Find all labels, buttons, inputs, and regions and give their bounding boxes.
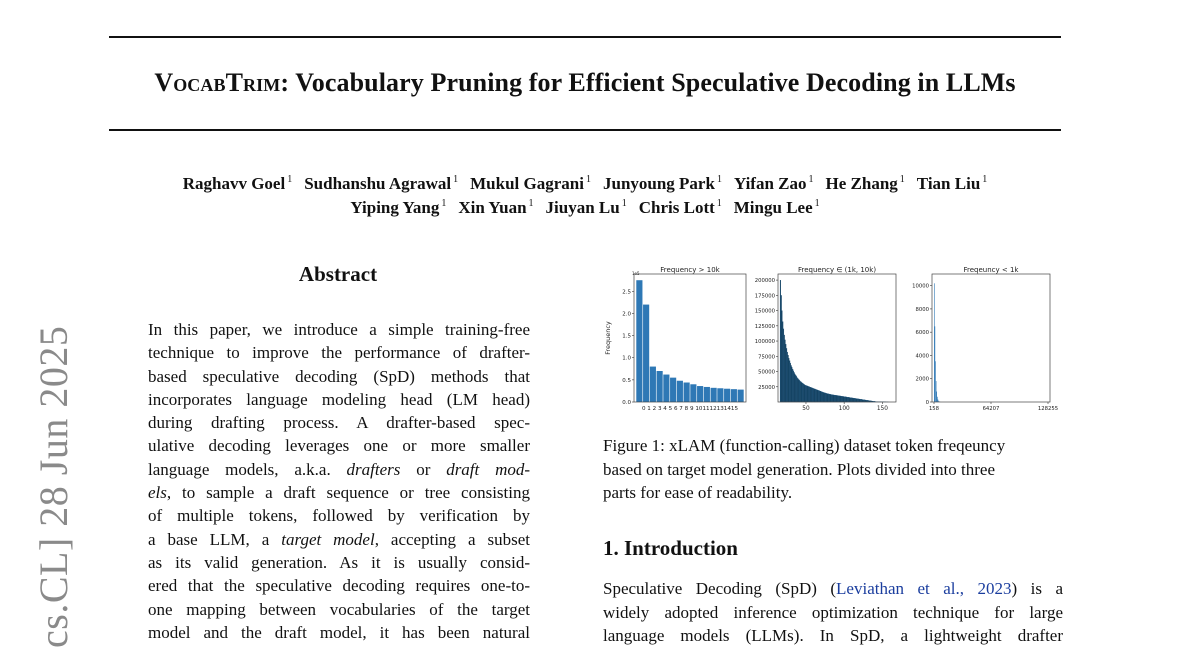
author-affiliation-mark: 1	[453, 174, 459, 186]
abstract-line: language models, a.k.a. drafters or draft mod-	[148, 459, 531, 479]
y-tick-label: 2.5	[622, 289, 631, 296]
author-name	[546, 198, 627, 217]
author-name-text: Sudhanshu Agrawal	[304, 174, 452, 193]
x-tick-label: 150	[876, 406, 888, 412]
intro-line	[603, 577, 1063, 601]
bar	[677, 381, 683, 402]
author-affiliation-mark: 1	[287, 174, 293, 186]
author-name-text: Raghavv Goel	[182, 174, 286, 193]
bar	[738, 390, 744, 402]
author-row-1	[109, 174, 1061, 194]
bar	[704, 387, 710, 402]
bar	[724, 389, 730, 402]
author-name-text: Jiuyan Lu	[545, 198, 620, 217]
y-tick-label: 2000	[915, 376, 929, 383]
intro-line	[603, 601, 1063, 625]
author-name	[458, 198, 533, 217]
plot-frame	[932, 274, 1050, 402]
arxiv-stamp: cs.CL] 28 Jun 2025	[31, 325, 76, 648]
author-affiliation-mark: 1	[814, 198, 820, 210]
author-name-text: Xin Yuan	[458, 198, 527, 217]
bar	[697, 386, 703, 402]
author-name-text: Chris Lott	[638, 198, 715, 217]
bar	[684, 383, 690, 402]
chart-panel-frequency-1k-10k	[755, 266, 896, 412]
bar	[650, 367, 656, 402]
author-name	[917, 174, 987, 193]
figure-caption	[603, 434, 1063, 505]
bar	[936, 381, 937, 402]
caption-line: parts for ease of readability.	[603, 483, 793, 502]
author-name-text: Mingu Lee	[733, 198, 813, 217]
abstract-line: of multiple tokens, followed by verification by	[148, 506, 530, 526]
author-row-2	[109, 198, 1061, 218]
y-tick-label: 200000	[754, 278, 775, 285]
figure-1	[602, 264, 1064, 414]
author-name-text: Yiping Yang	[350, 198, 440, 217]
abstract-line: In this paper, we introduce a simple training-free	[148, 320, 530, 339]
y-tick-label: 4000	[915, 353, 929, 360]
intro-text: ) is a	[1011, 579, 1063, 598]
author-affiliation-mark: 1	[716, 174, 722, 186]
chart-title: Frequency ∈ (1k, 10k)	[797, 266, 877, 274]
paper-title	[109, 68, 1061, 98]
introduction-body	[603, 577, 1063, 648]
caption-line: Figure 1: xLAM (function-calling) dataset token freqeuncy	[603, 436, 1006, 455]
citation-link[interactable]: Leviathan et al., 2023	[836, 579, 1012, 598]
y-tick-label: 75000	[758, 354, 775, 361]
abstract-line: as its valid generation. As it is usually consid-	[148, 552, 530, 572]
bar	[938, 399, 939, 402]
chart-panel-frequency-over-10k	[604, 266, 746, 412]
y-tick-label: 6000	[915, 330, 929, 337]
y-tick-label: 0	[925, 400, 929, 406]
x-tick-label: 128255	[1037, 406, 1059, 412]
bar	[936, 392, 937, 402]
author-name	[350, 198, 446, 217]
y-tick-label: 50000	[758, 369, 775, 376]
title-smallcaps: VocabTrim	[154, 68, 281, 97]
intro-line	[603, 624, 1063, 648]
y-tick-label: 8000	[915, 306, 929, 313]
author-affiliation-mark: 1	[528, 198, 534, 210]
author-name	[304, 174, 458, 193]
intro-text: Speculative Decoding (SpD) (	[603, 579, 837, 598]
y-tick-label: 125000	[754, 323, 775, 330]
chart-title: Freqeuncy < 1k	[963, 266, 1019, 274]
bar	[731, 389, 737, 402]
author-affiliation-mark: 1	[982, 174, 988, 186]
intro-text: language models (LLMs). In SpD, a lightweight drafter	[603, 626, 1063, 645]
chart-panel-frequency-under-1k	[912, 266, 1058, 412]
abstract-line: incorporates language modeling head (LM head)	[148, 389, 530, 409]
author-name	[470, 174, 591, 193]
abstract-line: ered that the speculative decoding requires one-to-	[148, 576, 530, 596]
y-tick-label: 2.0	[622, 311, 631, 318]
author-name-text: He Zhang	[825, 174, 898, 193]
author-affiliation-mark: 1	[621, 198, 627, 210]
y-tick-label: 1.0	[622, 355, 631, 362]
abstract-line: ulative decoding leverages one or more smaller	[148, 436, 530, 456]
author-name-text: Mukul Gagrani	[470, 174, 584, 193]
author-name	[734, 174, 814, 193]
y-tick-label: 25000	[758, 384, 775, 391]
author-name	[734, 198, 820, 217]
x-tick-labels: 0 1 2 3 4 5 6 7 8 9 101112131415	[641, 406, 739, 412]
abstract-line: a base LLM, a target model, accepting a subset	[148, 529, 530, 549]
author-name-text: Junyoung Park	[602, 174, 715, 193]
y-axis-label: Frequency	[604, 321, 612, 355]
x-tick-label: 64207	[982, 406, 1000, 412]
abstract-heading: Abstract	[298, 262, 378, 286]
y-tick-label: 1.5	[622, 333, 631, 340]
author-name	[639, 198, 722, 217]
bar	[670, 378, 676, 402]
author-name	[183, 174, 292, 193]
bar	[643, 305, 649, 402]
author-affiliation-mark: 1	[716, 198, 722, 210]
x-tick-label: 100	[838, 406, 850, 412]
y-tick-label: 0.0	[622, 400, 631, 406]
title-rest: : Vocabulary Pruning for Efficient Speculative Decoding in LLMs	[280, 68, 1016, 97]
author-affiliation-mark: 1	[899, 174, 905, 186]
bar	[937, 397, 938, 402]
bar	[690, 384, 696, 402]
abstract-line: during drafting process. A drafter-based spec-	[148, 413, 530, 433]
author-name-text: Yifan Zao	[733, 174, 807, 193]
author-affiliation-mark: 1	[808, 174, 814, 186]
abstract-body	[148, 318, 530, 644]
y-tick-label: 100000	[754, 339, 775, 346]
bar	[663, 375, 669, 402]
y-tick-label: 150000	[754, 308, 775, 315]
y-tick-label: 175000	[754, 293, 775, 300]
bar	[935, 361, 936, 402]
author-name	[603, 174, 722, 193]
abstract-line: els, to sample a draft sequence or tree consisting	[148, 483, 530, 503]
x-tick-label: 158	[928, 406, 940, 412]
bar	[636, 280, 642, 402]
bar	[935, 326, 936, 402]
bottom-rule	[109, 129, 1061, 131]
abstract-line: one mapping between vocabularies of the target	[148, 599, 530, 619]
bar	[711, 388, 717, 402]
abstract-line: model and the draft model, it has been natural	[148, 622, 530, 642]
author-affiliation-mark: 1	[585, 174, 591, 186]
author-name-text: Tian Liu	[916, 174, 981, 193]
intro-text: widely adopted inference optimization technique for large	[603, 602, 1063, 622]
top-rule	[109, 36, 1061, 38]
y-multiplier-label: 1e5	[632, 271, 640, 276]
x-tick-label: 50	[802, 406, 810, 412]
bar	[934, 283, 935, 402]
author-name	[826, 174, 905, 193]
bar	[657, 371, 663, 402]
abstract-line: based speculative decoding (SpD) methods that	[148, 366, 530, 386]
bar	[717, 388, 723, 402]
caption-line: based on target model generation. Plots divided into three	[603, 459, 996, 479]
author-affiliation-mark: 1	[441, 198, 447, 210]
y-tick-label: 10000	[912, 283, 929, 290]
abstract-line: technique to improve the performance of drafter-	[148, 343, 530, 363]
chart-title: Frequency > 10k	[660, 266, 720, 274]
y-tick-label: 0.5	[622, 377, 631, 384]
section-heading-introduction: 1. Introduction	[603, 536, 738, 560]
